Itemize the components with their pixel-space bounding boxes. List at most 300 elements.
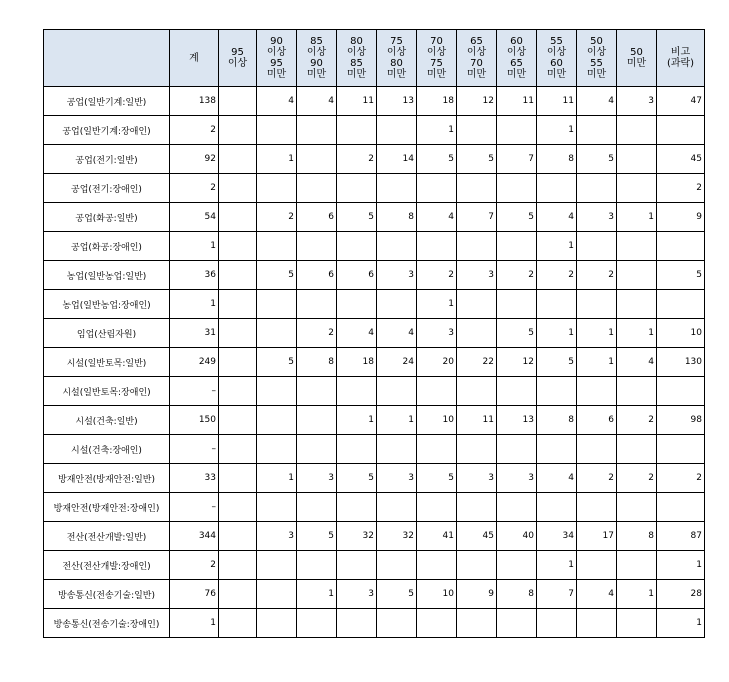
table-cell: 4 <box>617 348 657 377</box>
row-category-cell: 농업(일반농업:일반) <box>44 261 170 290</box>
table-cell <box>377 116 417 145</box>
table-row <box>44 174 705 203</box>
table-cell: 87 <box>657 522 705 551</box>
table-cell: 8 <box>377 203 417 232</box>
table-cell <box>219 174 257 203</box>
table-cell <box>617 435 657 464</box>
table-cell: 2 <box>170 551 219 580</box>
table-cell: 4 <box>537 464 577 493</box>
table-cell <box>337 116 377 145</box>
table-cell <box>219 551 257 580</box>
table-cell <box>577 551 617 580</box>
column-header: 50 이상 55 미만 <box>577 30 617 87</box>
table-cell <box>497 551 537 580</box>
table-row <box>44 145 705 174</box>
table-cell <box>257 174 297 203</box>
table-cell: 1 <box>657 551 705 580</box>
table-cell: 32 <box>337 522 377 551</box>
table-cell <box>219 203 257 232</box>
table-row <box>44 464 705 493</box>
table-cell: 28 <box>657 580 705 609</box>
table-cell: 1 <box>657 609 705 638</box>
table-cell <box>617 174 657 203</box>
table-cell <box>577 435 617 464</box>
table-cell: 3 <box>497 464 537 493</box>
table-cell <box>577 609 617 638</box>
table-cell <box>219 232 257 261</box>
table-cell: 4 <box>377 319 417 348</box>
row-category-cell: 임업(산림자원) <box>44 319 170 348</box>
row-category-cell: 방재안전(방재안전:장애인) <box>44 493 170 522</box>
table-cell: 3 <box>337 580 377 609</box>
row-category-cell: 방송통신(전송기술:장애인) <box>44 609 170 638</box>
table-cell: 5 <box>497 203 537 232</box>
table-cell: 3 <box>257 522 297 551</box>
row-category-cell: 전산(전산개발:일반) <box>44 522 170 551</box>
table-row <box>44 348 705 377</box>
table-cell: 1 <box>577 319 617 348</box>
table-cell <box>617 609 657 638</box>
table-cell <box>219 377 257 406</box>
table-row <box>44 435 705 464</box>
table-cell: 98 <box>657 406 705 435</box>
table-row <box>44 580 705 609</box>
table-cell <box>257 319 297 348</box>
table-cell <box>337 551 377 580</box>
table-cell <box>219 348 257 377</box>
table-cell: 45 <box>657 145 705 174</box>
table-cell <box>377 435 417 464</box>
table-cell: 76 <box>170 580 219 609</box>
table-cell: 11 <box>337 87 377 116</box>
table-cell <box>577 290 617 319</box>
table-row <box>44 261 705 290</box>
table-cell: 1 <box>417 116 457 145</box>
column-header: 95 이상 <box>219 30 257 87</box>
table-cell <box>417 232 457 261</box>
table-cell: 22 <box>457 348 497 377</box>
table-row <box>44 377 705 406</box>
row-category-cell: 공업(일반기계:장애인) <box>44 116 170 145</box>
column-header: 비고 (과락) <box>657 30 705 87</box>
table-cell: 3 <box>417 319 457 348</box>
table-cell <box>617 493 657 522</box>
table-cell: 344 <box>170 522 219 551</box>
table-cell: 1 <box>337 406 377 435</box>
table-row <box>44 609 705 638</box>
table-cell <box>219 116 257 145</box>
table-cell <box>457 377 497 406</box>
table-cell: 2 <box>497 261 537 290</box>
table-cell: 4 <box>577 87 617 116</box>
table-cell: 5 <box>377 580 417 609</box>
table-cell <box>297 406 337 435</box>
table-cell <box>617 377 657 406</box>
table-cell: 1 <box>257 145 297 174</box>
column-header: 75 이상 80 미만 <box>377 30 417 87</box>
table-cell <box>497 232 537 261</box>
table-body <box>44 87 705 638</box>
table-cell: 18 <box>417 87 457 116</box>
table-cell <box>537 290 577 319</box>
table-cell: 11 <box>457 406 497 435</box>
row-category-cell: 공업(전기:장애인) <box>44 174 170 203</box>
table-cell <box>337 377 377 406</box>
column-header: 65 이상 70 미만 <box>457 30 497 87</box>
table-cell <box>257 406 297 435</box>
column-header: 계 <box>170 30 219 87</box>
table-cell: 1 <box>377 406 417 435</box>
table-cell <box>257 232 297 261</box>
table-cell <box>219 493 257 522</box>
table-cell: 1 <box>417 290 457 319</box>
table-cell <box>577 232 617 261</box>
table-cell: 5 <box>577 145 617 174</box>
table-row <box>44 116 705 145</box>
column-header: 55 이상 60 미만 <box>537 30 577 87</box>
table-cell: 10 <box>657 319 705 348</box>
table-cell: 4 <box>537 203 577 232</box>
table-cell: 1 <box>617 319 657 348</box>
table-cell <box>297 551 337 580</box>
table-cell: 8 <box>297 348 337 377</box>
table-cell: 8 <box>537 406 577 435</box>
table-cell: 34 <box>537 522 577 551</box>
table-cell <box>297 232 337 261</box>
table-cell <box>657 232 705 261</box>
table-cell <box>537 435 577 464</box>
table-cell <box>257 435 297 464</box>
table-cell <box>219 522 257 551</box>
table-cell <box>617 116 657 145</box>
table-cell: 2 <box>657 174 705 203</box>
table-cell: 3 <box>297 464 337 493</box>
table-cell <box>337 493 377 522</box>
table-cell: 6 <box>297 203 337 232</box>
table-cell <box>257 551 297 580</box>
table-cell: 13 <box>377 87 417 116</box>
table-cell: 4 <box>297 87 337 116</box>
table-cell <box>497 116 537 145</box>
table-cell <box>657 493 705 522</box>
table-cell <box>617 232 657 261</box>
table-cell: 1 <box>257 464 297 493</box>
table-cell: 4 <box>577 580 617 609</box>
table-cell <box>617 551 657 580</box>
table-cell: 2 <box>170 174 219 203</box>
table-cell: 4 <box>337 319 377 348</box>
table-cell: 2 <box>617 406 657 435</box>
table-cell <box>219 609 257 638</box>
table-cell <box>297 609 337 638</box>
column-header: 90 이상 95 미만 <box>257 30 297 87</box>
table-cell: 41 <box>417 522 457 551</box>
table-cell <box>377 232 417 261</box>
table-cell <box>497 174 537 203</box>
table-row <box>44 290 705 319</box>
table-cell: 2 <box>537 261 577 290</box>
table-cell <box>219 435 257 464</box>
table-cell: 18 <box>337 348 377 377</box>
row-category-cell: 시설(건축:일반) <box>44 406 170 435</box>
table-cell: 31 <box>170 319 219 348</box>
table-cell: 3 <box>377 261 417 290</box>
table-cell: 5 <box>417 145 457 174</box>
table-cell: 1 <box>170 232 219 261</box>
table-cell <box>537 377 577 406</box>
table-cell <box>219 87 257 116</box>
header-row <box>44 30 705 87</box>
table-cell <box>257 116 297 145</box>
table-cell <box>337 174 377 203</box>
table-cell <box>497 609 537 638</box>
table-cell: 47 <box>657 87 705 116</box>
table-cell: 40 <box>497 522 537 551</box>
table-row <box>44 493 705 522</box>
table-cell <box>577 116 617 145</box>
table-cell <box>497 377 537 406</box>
table-cell <box>417 609 457 638</box>
table-cell: 8 <box>497 580 537 609</box>
table-cell: 1 <box>537 116 577 145</box>
table-cell <box>417 377 457 406</box>
table-cell: 1 <box>537 319 577 348</box>
table-cell: 2 <box>617 464 657 493</box>
table-row <box>44 319 705 348</box>
table-cell: 5 <box>337 464 377 493</box>
table-cell: 3 <box>577 203 617 232</box>
table-cell: 5 <box>257 261 297 290</box>
table-cell <box>417 551 457 580</box>
header-corner-cell <box>44 30 170 87</box>
table-cell <box>377 609 417 638</box>
table-cell: 3 <box>457 464 497 493</box>
table-cell <box>497 290 537 319</box>
table-cell: 24 <box>377 348 417 377</box>
table-cell: 249 <box>170 348 219 377</box>
table-cell: 3 <box>617 87 657 116</box>
table-cell <box>337 232 377 261</box>
table-cell: 1 <box>537 551 577 580</box>
table-cell: 2 <box>257 203 297 232</box>
table-cell <box>219 580 257 609</box>
table-cell: 33 <box>170 464 219 493</box>
table-cell <box>537 609 577 638</box>
table-cell <box>297 116 337 145</box>
table-cell: – <box>170 377 219 406</box>
table-cell: 7 <box>457 203 497 232</box>
table-cell: 2 <box>657 464 705 493</box>
column-header: 70 이상 75 미만 <box>417 30 457 87</box>
table-cell <box>337 290 377 319</box>
table-cell: 2 <box>577 464 617 493</box>
table-cell <box>297 290 337 319</box>
table-cell <box>497 435 537 464</box>
table-cell: – <box>170 435 219 464</box>
table-cell <box>377 493 417 522</box>
table-cell <box>219 145 257 174</box>
row-category-cell: 공업(화공:장애인) <box>44 232 170 261</box>
table-cell: 1 <box>537 232 577 261</box>
table-cell: 5 <box>657 261 705 290</box>
table-cell <box>457 319 497 348</box>
table-cell <box>497 493 537 522</box>
table-cell: 2 <box>297 319 337 348</box>
table-cell: 11 <box>497 87 537 116</box>
row-category-cell: 공업(전기:일반) <box>44 145 170 174</box>
table-header <box>44 30 705 87</box>
table-cell <box>257 580 297 609</box>
table-cell <box>457 493 497 522</box>
table-cell: 5 <box>297 522 337 551</box>
table-cell: 7 <box>537 580 577 609</box>
table-row <box>44 87 705 116</box>
table-cell <box>219 319 257 348</box>
table-cell: 6 <box>577 406 617 435</box>
table-cell <box>297 435 337 464</box>
table-cell <box>219 290 257 319</box>
table-row <box>44 406 705 435</box>
table-cell <box>657 290 705 319</box>
table-cell: 9 <box>457 580 497 609</box>
table-cell: 8 <box>537 145 577 174</box>
table-cell: 12 <box>457 87 497 116</box>
table-cell: 3 <box>377 464 417 493</box>
table-cell <box>337 609 377 638</box>
table-cell: 3 <box>457 261 497 290</box>
table-cell: 5 <box>537 348 577 377</box>
table-cell <box>257 377 297 406</box>
row-category-cell: 공업(화공:일반) <box>44 203 170 232</box>
table-row <box>44 522 705 551</box>
table-cell <box>417 174 457 203</box>
table-cell <box>377 290 417 319</box>
table-cell: 11 <box>537 87 577 116</box>
table-row <box>44 232 705 261</box>
score-distribution-table <box>43 29 705 638</box>
row-category-cell: 공업(일반기계:일반) <box>44 87 170 116</box>
table-cell: 7 <box>497 145 537 174</box>
table-cell: 13 <box>497 406 537 435</box>
table-cell: 17 <box>577 522 617 551</box>
table-cell <box>257 493 297 522</box>
table-cell <box>219 261 257 290</box>
table-cell <box>417 435 457 464</box>
table-cell <box>297 493 337 522</box>
table-row <box>44 551 705 580</box>
table-cell <box>377 174 417 203</box>
table-cell: 2 <box>417 261 457 290</box>
table-cell: 150 <box>170 406 219 435</box>
table-cell: 1 <box>617 203 657 232</box>
table-cell <box>219 464 257 493</box>
table-cell: – <box>170 493 219 522</box>
table-cell: 20 <box>417 348 457 377</box>
table-cell: 130 <box>657 348 705 377</box>
table-cell <box>457 174 497 203</box>
table-cell: 12 <box>497 348 537 377</box>
table-cell: 138 <box>170 87 219 116</box>
table-cell: 5 <box>257 348 297 377</box>
table-cell <box>377 377 417 406</box>
table-cell <box>257 290 297 319</box>
table-cell <box>577 377 617 406</box>
table-cell <box>657 116 705 145</box>
table-cell: 2 <box>337 145 377 174</box>
table-cell <box>577 174 617 203</box>
table-cell <box>219 406 257 435</box>
table-cell <box>457 551 497 580</box>
row-category-cell: 시설(일반토목:일반) <box>44 348 170 377</box>
row-category-cell: 시설(일반토목:장애인) <box>44 377 170 406</box>
table-cell <box>297 145 337 174</box>
table-cell <box>617 145 657 174</box>
table-row <box>44 203 705 232</box>
table-cell <box>417 493 457 522</box>
table-cell <box>457 435 497 464</box>
table-cell <box>457 232 497 261</box>
table-cell <box>257 609 297 638</box>
table-cell <box>537 174 577 203</box>
table-cell: 5 <box>497 319 537 348</box>
table-cell <box>577 493 617 522</box>
column-header: 80 이상 85 미만 <box>337 30 377 87</box>
table-cell <box>337 435 377 464</box>
table-cell: 1 <box>577 348 617 377</box>
table-cell <box>377 551 417 580</box>
table-cell: 5 <box>337 203 377 232</box>
table-cell: 1 <box>170 609 219 638</box>
column-header: 50 미만 <box>617 30 657 87</box>
table-cell <box>617 261 657 290</box>
table-cell <box>297 174 337 203</box>
table-cell: 92 <box>170 145 219 174</box>
row-category-cell: 방재안전(방재안전:일반) <box>44 464 170 493</box>
table-cell: 36 <box>170 261 219 290</box>
table-cell: 10 <box>417 580 457 609</box>
table-cell <box>657 435 705 464</box>
table-cell: 4 <box>417 203 457 232</box>
table-cell <box>457 609 497 638</box>
table-cell: 14 <box>377 145 417 174</box>
row-category-cell: 시설(건축:장애인) <box>44 435 170 464</box>
table-cell: 6 <box>297 261 337 290</box>
column-header: 60 이상 65 미만 <box>497 30 537 87</box>
table-cell: 8 <box>617 522 657 551</box>
table-cell: 45 <box>457 522 497 551</box>
table-cell <box>297 377 337 406</box>
table-cell: 1 <box>170 290 219 319</box>
table-cell: 6 <box>337 261 377 290</box>
table-cell: 2 <box>577 261 617 290</box>
table-cell: 9 <box>657 203 705 232</box>
table-cell: 2 <box>170 116 219 145</box>
table-cell: 5 <box>417 464 457 493</box>
row-category-cell: 전산(전산개발:장애인) <box>44 551 170 580</box>
table-cell <box>457 290 497 319</box>
table-cell <box>457 116 497 145</box>
table-cell: 1 <box>617 580 657 609</box>
table-cell <box>657 377 705 406</box>
table-cell: 32 <box>377 522 417 551</box>
column-header: 85 이상 90 미만 <box>297 30 337 87</box>
table-cell <box>537 493 577 522</box>
table-cell: 54 <box>170 203 219 232</box>
table-cell: 1 <box>297 580 337 609</box>
table-cell <box>617 290 657 319</box>
row-category-cell: 방송통신(전송기술:일반) <box>44 580 170 609</box>
row-category-cell: 농업(일반농업:장애인) <box>44 290 170 319</box>
